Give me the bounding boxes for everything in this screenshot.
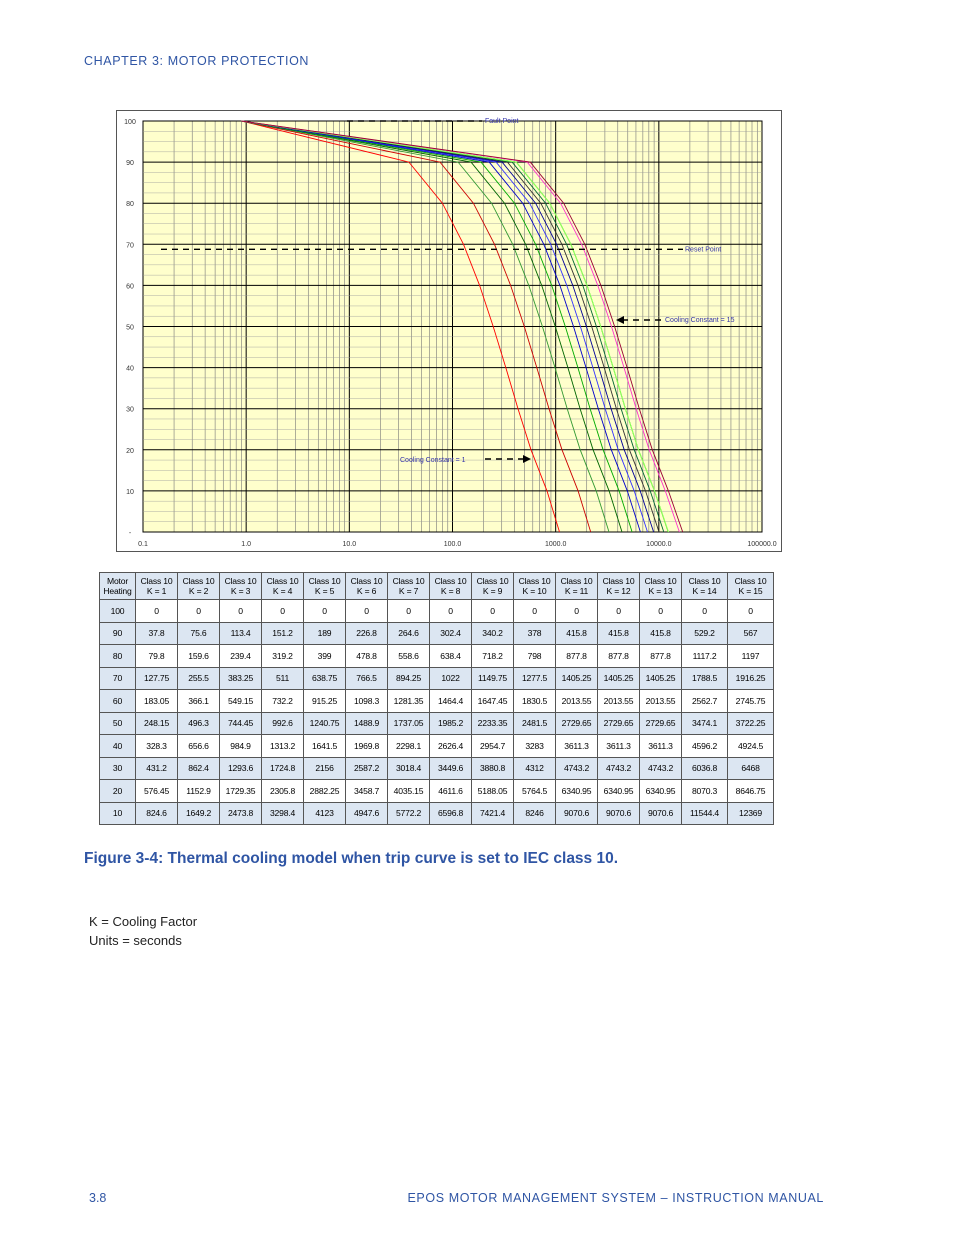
table-cell: 877.8 bbox=[598, 645, 640, 668]
table-cell: 1737.05 bbox=[388, 712, 430, 735]
table-cell: 264.6 bbox=[388, 622, 430, 645]
table-cell: 824.6 bbox=[136, 802, 178, 825]
table-cell: 1277.5 bbox=[514, 667, 556, 690]
motor-heating-cell: 20 bbox=[100, 780, 136, 803]
table-cell: 1464.4 bbox=[430, 690, 472, 713]
table-cell: 415.8 bbox=[556, 622, 598, 645]
motor-heating-cell: 80 bbox=[100, 645, 136, 668]
table-cell: 6340.95 bbox=[556, 780, 598, 803]
header-line: K = 2 bbox=[188, 586, 209, 596]
table-cell: 3611.3 bbox=[556, 735, 598, 758]
header-class-10-k-2 bbox=[178, 573, 220, 600]
table-cell: 1729.35 bbox=[220, 780, 262, 803]
table-row bbox=[100, 802, 774, 825]
cooling-constant-15-label: Cooling Constant = 15 bbox=[665, 317, 735, 324]
y-tick-label: 50 bbox=[126, 324, 134, 332]
x-tick-label: 100.0 bbox=[443, 541, 462, 548]
table-cell: 744.45 bbox=[220, 712, 262, 735]
table-cell: 1641.5 bbox=[304, 735, 346, 758]
motor-heating-cell: 70 bbox=[100, 667, 136, 690]
table-cell: 6340.95 bbox=[598, 780, 640, 803]
table-cell: 4743.2 bbox=[640, 757, 682, 780]
header-class-10-k-7 bbox=[388, 573, 430, 600]
table-cell: 3722.25 bbox=[728, 712, 774, 735]
header-class-10-k-10 bbox=[514, 573, 556, 600]
table-cell: 9070.6 bbox=[598, 802, 640, 825]
note-cooling-factor: K = Cooling Factor bbox=[89, 914, 198, 929]
table-cell: 2481.5 bbox=[514, 712, 556, 735]
motor-heating-cell: 100 bbox=[100, 600, 136, 623]
x-tick-label: 1.0 bbox=[241, 541, 252, 548]
header-line: K = 5 bbox=[314, 586, 335, 596]
table-cell: 1788.5 bbox=[682, 667, 728, 690]
x-tick-label: 10.0 bbox=[342, 541, 357, 548]
table-cell: 2954.7 bbox=[472, 735, 514, 758]
table-cell: 1405.25 bbox=[598, 667, 640, 690]
table-cell: 3458.7 bbox=[346, 780, 388, 803]
table-cell: 4743.2 bbox=[556, 757, 598, 780]
header-class-10-k-9 bbox=[472, 573, 514, 600]
header-class-10-k-5 bbox=[304, 573, 346, 600]
header-line: K = 13 bbox=[648, 586, 673, 596]
table-cell: 0 bbox=[640, 600, 682, 623]
table-cell: 189 bbox=[304, 622, 346, 645]
header-class-10-k-6 bbox=[346, 573, 388, 600]
table-cell: 9070.6 bbox=[556, 802, 598, 825]
header-line: K = 1 bbox=[146, 586, 167, 596]
y-tick-label: 20 bbox=[126, 447, 134, 455]
table-cell: 2882.25 bbox=[304, 780, 346, 803]
table-cell: 1649.2 bbox=[178, 802, 220, 825]
table-cell: 8070.3 bbox=[682, 780, 728, 803]
table-cell: 0 bbox=[556, 600, 598, 623]
table-cell: 2013.55 bbox=[640, 690, 682, 713]
header-line: Class 10 bbox=[266, 576, 299, 586]
table-cell: 0 bbox=[598, 600, 640, 623]
table-cell: 340.2 bbox=[472, 622, 514, 645]
header-line: Class 10 bbox=[688, 576, 721, 586]
header-class-10-k-8 bbox=[430, 573, 472, 600]
y-tick-label: 40 bbox=[126, 365, 134, 373]
table-cell: 2729.65 bbox=[640, 712, 682, 735]
header-line: Class 10 bbox=[644, 576, 677, 586]
table-cell: 127.75 bbox=[136, 667, 178, 690]
cooling-time-table bbox=[99, 572, 774, 825]
table-cell: 0 bbox=[472, 600, 514, 623]
table-cell: 79.8 bbox=[136, 645, 178, 668]
table-cell: 1313.2 bbox=[262, 735, 304, 758]
table-cell: 766.5 bbox=[346, 667, 388, 690]
page-number: 3.8 bbox=[89, 1191, 107, 1205]
table-row bbox=[100, 645, 774, 668]
table-row bbox=[100, 690, 774, 713]
motor-heating-cell: 10 bbox=[100, 802, 136, 825]
table-cell: 159.6 bbox=[178, 645, 220, 668]
table-cell: 8646.75 bbox=[728, 780, 774, 803]
header-class-10-k-1 bbox=[136, 573, 178, 600]
table-cell: 6036.8 bbox=[682, 757, 728, 780]
header-line: K = 14 bbox=[692, 586, 717, 596]
table-cell: 1830.5 bbox=[514, 690, 556, 713]
table-cell: 2473.8 bbox=[220, 802, 262, 825]
y-tick-label: 10 bbox=[126, 488, 134, 496]
table-cell: 2587.2 bbox=[346, 757, 388, 780]
motor-heating-cell: 50 bbox=[100, 712, 136, 735]
y-tick-label: 60 bbox=[126, 283, 134, 291]
y-tick-label: 70 bbox=[126, 242, 134, 250]
table-cell: 3474.1 bbox=[682, 712, 728, 735]
header-class-10-k-3 bbox=[220, 573, 262, 600]
table-cell: 2729.65 bbox=[556, 712, 598, 735]
table-cell: 9070.6 bbox=[640, 802, 682, 825]
x-tick-label: 0.1 bbox=[138, 541, 148, 548]
header-line: Heating bbox=[103, 586, 132, 596]
header-line: Class 10 bbox=[734, 576, 767, 586]
cooling-constant-1-label: Cooling Constant = 1 bbox=[400, 457, 466, 464]
table-row bbox=[100, 757, 774, 780]
table-cell: 1281.35 bbox=[388, 690, 430, 713]
table-cell: 2013.55 bbox=[598, 690, 640, 713]
header-class-10-k-14 bbox=[682, 573, 728, 600]
table-row bbox=[100, 735, 774, 758]
chart-svg bbox=[117, 111, 783, 553]
motor-heating-cell: 30 bbox=[100, 757, 136, 780]
table-cell: 302.4 bbox=[430, 622, 472, 645]
table-cell: 4947.6 bbox=[346, 802, 388, 825]
note-units: Units = seconds bbox=[89, 933, 182, 948]
table-cell: 1724.8 bbox=[262, 757, 304, 780]
table-cell: 1197 bbox=[728, 645, 774, 668]
table-cell: 558.6 bbox=[388, 645, 430, 668]
header-line: Class 10 bbox=[476, 576, 509, 586]
table-cell: 2729.65 bbox=[598, 712, 640, 735]
table-cell: 5188.05 bbox=[472, 780, 514, 803]
header-line: Class 10 bbox=[350, 576, 383, 586]
table-cell: 12369 bbox=[728, 802, 774, 825]
table-cell: 0 bbox=[346, 600, 388, 623]
y-tick-label: - bbox=[128, 530, 132, 537]
header-line: K = 12 bbox=[606, 586, 631, 596]
table-cell: 638.75 bbox=[304, 667, 346, 690]
table-cell: 732.2 bbox=[262, 690, 304, 713]
table-cell: 877.8 bbox=[556, 645, 598, 668]
table-cell: 6596.8 bbox=[430, 802, 472, 825]
table-cell: 478.8 bbox=[346, 645, 388, 668]
table-cell: 4035.15 bbox=[388, 780, 430, 803]
table-cell: 894.25 bbox=[388, 667, 430, 690]
table-cell: 383.25 bbox=[220, 667, 262, 690]
y-tick-label: 100 bbox=[124, 119, 136, 126]
table-cell: 431.2 bbox=[136, 757, 178, 780]
table-cell: 328.3 bbox=[136, 735, 178, 758]
table-cell: 2298.1 bbox=[388, 735, 430, 758]
table-cell: 4123 bbox=[304, 802, 346, 825]
table-cell: 3880.8 bbox=[472, 757, 514, 780]
table-cell: 656.6 bbox=[178, 735, 220, 758]
table-cell: 992.6 bbox=[262, 712, 304, 735]
header-line: Class 10 bbox=[434, 576, 467, 586]
table-cell: 2562.7 bbox=[682, 690, 728, 713]
header-line: K = 6 bbox=[356, 586, 377, 596]
header-line: K = 9 bbox=[482, 586, 503, 596]
table-cell: 0 bbox=[388, 600, 430, 623]
header-line: Class 10 bbox=[182, 576, 215, 586]
header-line: K = 11 bbox=[564, 586, 589, 596]
table-cell: 984.9 bbox=[220, 735, 262, 758]
table-cell: 2156 bbox=[304, 757, 346, 780]
motor-heating-cell: 90 bbox=[100, 622, 136, 645]
table-cell: 1293.6 bbox=[220, 757, 262, 780]
table-cell: 4924.5 bbox=[728, 735, 774, 758]
manual-title: EPOS MOTOR MANAGEMENT SYSTEM – INSTRUCTION MANUAL bbox=[407, 1191, 824, 1205]
table-cell: 0 bbox=[178, 600, 220, 623]
table-cell: 151.2 bbox=[262, 622, 304, 645]
table-cell: 239.4 bbox=[220, 645, 262, 668]
table-cell: 576.45 bbox=[136, 780, 178, 803]
table-cell: 3611.3 bbox=[640, 735, 682, 758]
table-cell: 496.3 bbox=[178, 712, 220, 735]
chapter-header: CHAPTER 3: MOTOR PROTECTION bbox=[84, 54, 310, 68]
table-cell: 7421.4 bbox=[472, 802, 514, 825]
y-tick-label: 80 bbox=[126, 201, 134, 209]
table-cell: 1117.2 bbox=[682, 645, 728, 668]
header-line: Class 10 bbox=[392, 576, 425, 586]
table-cell: 248.15 bbox=[136, 712, 178, 735]
y-tick-label: 30 bbox=[126, 406, 134, 414]
table-cell: 511 bbox=[262, 667, 304, 690]
table-cell: 183.05 bbox=[136, 690, 178, 713]
header-motor-heating bbox=[100, 573, 136, 600]
table-cell: 0 bbox=[136, 600, 178, 623]
table-row bbox=[100, 667, 774, 690]
header-line: Class 10 bbox=[308, 576, 341, 586]
y-tick-label: 90 bbox=[126, 160, 134, 168]
table-cell: 6468 bbox=[728, 757, 774, 780]
table-cell: 5764.5 bbox=[514, 780, 556, 803]
header-line: Motor bbox=[107, 576, 128, 586]
table-cell: 11544.4 bbox=[682, 802, 728, 825]
table-cell: 862.4 bbox=[178, 757, 220, 780]
table-cell: 37.8 bbox=[136, 622, 178, 645]
header-class-10-k-4 bbox=[262, 573, 304, 600]
table-cell: 1969.8 bbox=[346, 735, 388, 758]
table-cell: 1405.25 bbox=[640, 667, 682, 690]
header-line: K = 3 bbox=[230, 586, 251, 596]
header-line: Class 10 bbox=[560, 576, 593, 586]
table-row bbox=[100, 622, 774, 645]
table-cell: 1985.2 bbox=[430, 712, 472, 735]
table-row bbox=[100, 600, 774, 623]
table-cell: 415.8 bbox=[598, 622, 640, 645]
motor-heating-cell: 40 bbox=[100, 735, 136, 758]
table-cell: 1149.75 bbox=[472, 667, 514, 690]
header-line: K = 4 bbox=[272, 586, 293, 596]
table-cell: 4312 bbox=[514, 757, 556, 780]
table-row bbox=[100, 780, 774, 803]
table-cell: 3018.4 bbox=[388, 757, 430, 780]
table-cell: 5772.2 bbox=[388, 802, 430, 825]
table-cell: 366.1 bbox=[178, 690, 220, 713]
table-cell: 6340.95 bbox=[640, 780, 682, 803]
header-line: K = 15 bbox=[738, 586, 763, 596]
table-cell: 915.25 bbox=[304, 690, 346, 713]
reset-point-label: Reset Point bbox=[685, 246, 722, 254]
table-cell: 378 bbox=[514, 622, 556, 645]
table-cell: 2745.75 bbox=[728, 690, 774, 713]
header-line: Class 10 bbox=[602, 576, 635, 586]
header-line: Class 10 bbox=[224, 576, 257, 586]
header-line: K = 7 bbox=[398, 586, 419, 596]
table-row bbox=[100, 712, 774, 735]
table-cell: 1022 bbox=[430, 667, 472, 690]
table-cell: 2013.55 bbox=[556, 690, 598, 713]
x-tick-label: 100000.0 bbox=[747, 541, 777, 548]
header-line: K = 8 bbox=[440, 586, 461, 596]
table-cell: 226.8 bbox=[346, 622, 388, 645]
table-cell: 1240.75 bbox=[304, 712, 346, 735]
table-cell: 399 bbox=[304, 645, 346, 668]
table-cell: 1405.25 bbox=[556, 667, 598, 690]
table-cell: 638.4 bbox=[430, 645, 472, 668]
table-cell: 1152.9 bbox=[178, 780, 220, 803]
header-class-10-k-13 bbox=[640, 573, 682, 600]
table-cell: 0 bbox=[220, 600, 262, 623]
header-line: Class 10 bbox=[518, 576, 551, 586]
table-cell: 415.8 bbox=[640, 622, 682, 645]
table-cell: 0 bbox=[682, 600, 728, 623]
table-cell: 0 bbox=[514, 600, 556, 623]
table-cell: 529.2 bbox=[682, 622, 728, 645]
table-cell: 3283 bbox=[514, 735, 556, 758]
table-cell: 3611.3 bbox=[598, 735, 640, 758]
header-class-10-k-12 bbox=[598, 573, 640, 600]
table-cell: 0 bbox=[430, 600, 472, 623]
table-cell: 798 bbox=[514, 645, 556, 668]
table-cell: 0 bbox=[728, 600, 774, 623]
table-cell: 1098.3 bbox=[346, 690, 388, 713]
table-cell: 567 bbox=[728, 622, 774, 645]
table-cell: 1916.25 bbox=[728, 667, 774, 690]
table-cell: 2233.35 bbox=[472, 712, 514, 735]
thermal-cooling-chart bbox=[116, 110, 782, 552]
table-cell: 75.6 bbox=[178, 622, 220, 645]
fault-point-label: Fault Point bbox=[485, 118, 519, 125]
table-cell: 877.8 bbox=[640, 645, 682, 668]
table-cell: 718.2 bbox=[472, 645, 514, 668]
motor-heating-cell: 60 bbox=[100, 690, 136, 713]
header-line: K = 10 bbox=[522, 586, 547, 596]
table-cell: 3449.6 bbox=[430, 757, 472, 780]
table-cell: 2305.8 bbox=[262, 780, 304, 803]
table-cell: 8246 bbox=[514, 802, 556, 825]
table-cell: 2626.4 bbox=[430, 735, 472, 758]
table-cell: 1647.45 bbox=[472, 690, 514, 713]
table-cell: 4743.2 bbox=[598, 757, 640, 780]
table-cell: 549.15 bbox=[220, 690, 262, 713]
table-cell: 3298.4 bbox=[262, 802, 304, 825]
table-cell: 1488.9 bbox=[346, 712, 388, 735]
x-tick-label: 10000.0 bbox=[646, 541, 672, 548]
table-cell: 255.5 bbox=[178, 667, 220, 690]
table-cell: 4611.6 bbox=[430, 780, 472, 803]
table-cell: 113.4 bbox=[220, 622, 262, 645]
table-cell: 0 bbox=[262, 600, 304, 623]
header-line: Class 10 bbox=[140, 576, 173, 586]
x-tick-label: 1000.0 bbox=[544, 541, 567, 548]
header-class-10-k-11 bbox=[556, 573, 598, 600]
table-cell: 4596.2 bbox=[682, 735, 728, 758]
header-class-10-k-15 bbox=[728, 573, 774, 600]
figure-caption: Figure 3-4: Thermal cooling model when trip curve is set to IEC class 10. bbox=[84, 850, 619, 867]
table-cell: 319.2 bbox=[262, 645, 304, 668]
table-cell: 0 bbox=[304, 600, 346, 623]
